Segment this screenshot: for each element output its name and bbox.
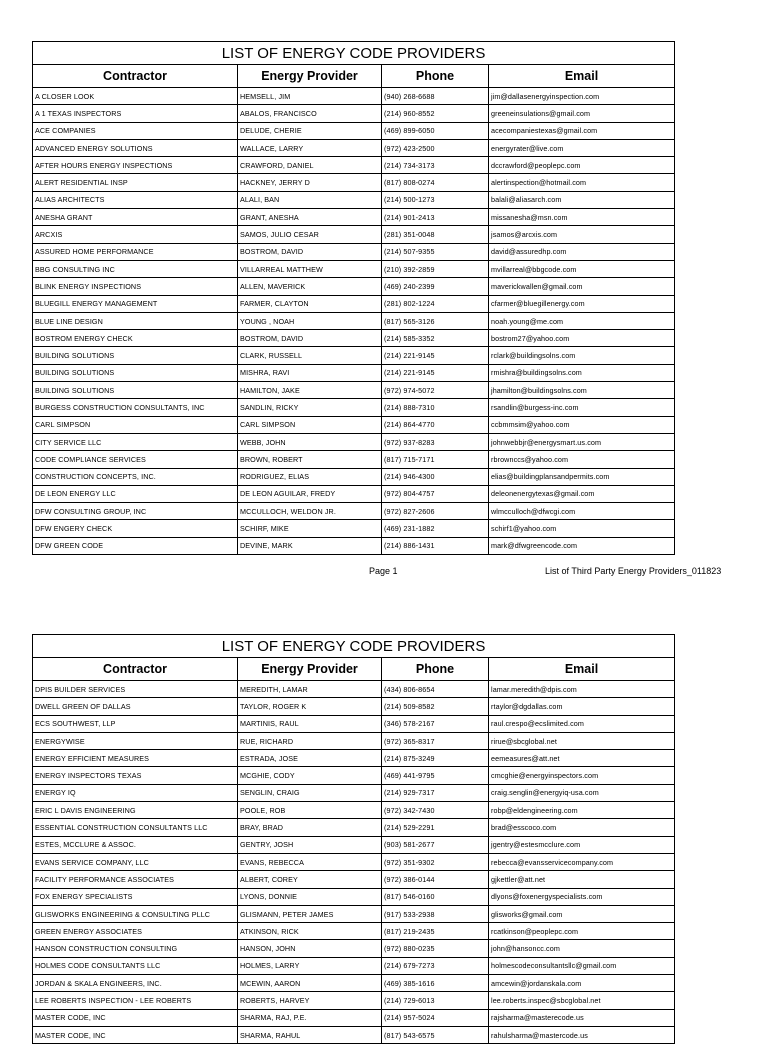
contractor-cell: JORDAN & SKALA ENGINEERS, INC. [33,975,238,992]
email-cell: noah.young@me.com [489,312,675,329]
table-row [33,819,675,836]
phone-cell: (214) 875-3249 [382,750,489,767]
contractor-cell: DFW ENGERY CHECK [33,520,238,537]
contractor-cell: AFTER HOURS ENERGY INSPECTIONS [33,157,238,174]
email-cell: dlyons@foxenergyspecialists.com [489,888,675,905]
email-cell: bostrom27@yahoo.com [489,330,675,347]
email-cell: rajsharma@masterecode.us [489,1009,675,1026]
energy-provider-cell: WALLACE, LARRY [238,139,382,156]
table-row [33,853,675,870]
table-row [33,139,675,156]
document-name: List of Third Party Energy Providers_011823 [545,566,722,576]
contractor-cell: CODE COMPLIANCE SERVICES [33,451,238,468]
phone-cell: (214) 864-4770 [382,416,489,433]
phone-cell: (469) 441-9795 [382,767,489,784]
table-row [33,416,675,433]
email-cell: alertinspection@hotmail.com [489,174,675,191]
table-row [33,698,675,715]
energy-provider-cell: MARTINIS, RAUL [238,715,382,732]
energy-provider-cell: EVANS, REBECCA [238,853,382,870]
energy-provider-cell: YOUNG , NOAH [238,312,382,329]
table-row [33,312,675,329]
contractor-cell: FACILITY PERFORMANCE ASSOCIATES [33,871,238,888]
contractor-cell: ERIC L DAVIS ENGINEERING [33,802,238,819]
email-cell: rtaylor@dgdallas.com [489,698,675,715]
contractor-cell: ACE COMPANIES [33,122,238,139]
table-row [33,260,675,277]
table-body [33,681,675,1044]
email-cell: wlmcculloch@dfwcgi.com [489,503,675,520]
email-cell: mvillarreal@bbgcode.com [489,260,675,277]
table-row [33,802,675,819]
contractor-cell: BLINK ENERGY INSPECTIONS [33,278,238,295]
phone-cell: (817) 543-6575 [382,1026,489,1043]
contractor-cell: CITY SERVICE LLC [33,433,238,450]
page-number: Page 1 [369,566,398,576]
email-cell: gjkettler@att.net [489,871,675,888]
phone-cell: (214) 886-1431 [382,537,489,554]
contractor-cell: BURGESS CONSTRUCTION CONSULTANTS, INC [33,399,238,416]
contractor-cell: BBG CONSULTING INC [33,260,238,277]
contractor-cell: CARL SIMPSON [33,416,238,433]
contractor-cell: ADVANCED ENERGY SOLUTIONS [33,139,238,156]
email-cell: jsamos@arcxis.com [489,226,675,243]
table-row [33,157,675,174]
contractor-cell: ENERGY INSPECTORS TEXAS [33,767,238,784]
phone-cell: (972) 880-0235 [382,940,489,957]
email-cell: mark@dfwgreencode.com [489,537,675,554]
phone-cell: (214) 509-8582 [382,698,489,715]
contractor-cell: ALERT RESIDENTIAL INSP [33,174,238,191]
phone-cell: (817) 219-2435 [382,923,489,940]
provider-table-page-2 [32,634,674,1044]
contractor-cell: ENERGYWISE [33,732,238,749]
energy-provider-cell: SHARMA, RAHUL [238,1026,382,1043]
energy-provider-cell: MCGHIE, CODY [238,767,382,784]
email-cell: ccbmmsim@yahoo.com [489,416,675,433]
provider-table-page-1 [32,41,674,555]
column-header-email: Email [489,658,675,681]
phone-cell: (214) 500-1273 [382,191,489,208]
energy-provider-cell: GENTRY, JOSH [238,836,382,853]
contractor-cell: A CLOSER LOOK [33,88,238,105]
email-cell: glisworks@gmail.com [489,905,675,922]
contractor-cell: BUILDING SOLUTIONS [33,347,238,364]
energy-provider-cell: FARMER, CLAYTON [238,295,382,312]
table-row [33,732,675,749]
table-row [33,382,675,399]
column-header-email: Email [489,65,675,88]
phone-cell: (817) 565-3126 [382,312,489,329]
email-cell: rclark@buildingsolns.com [489,347,675,364]
phone-cell: (214) 960-8552 [382,105,489,122]
energy-provider-cell: BROWN, ROBERT [238,451,382,468]
energy-provider-cell: GRANT, ANESHA [238,209,382,226]
phone-cell: (469) 385-1616 [382,975,489,992]
contractor-cell: ANESHA GRANT [33,209,238,226]
table-row [33,1026,675,1043]
energy-provider-cell: MCCULLOCH, WELDON JR. [238,503,382,520]
table-row [33,957,675,974]
phone-cell: (214) 957-5024 [382,1009,489,1026]
table-row [33,278,675,295]
email-cell: john@hansoncc.com [489,940,675,957]
energy-provider-cell: HEMSELL, JIM [238,88,382,105]
phone-cell: (214) 729-6013 [382,992,489,1009]
table-row [33,364,675,381]
table-row [33,399,675,416]
contractor-cell: CONSTRUCTION CONCEPTS, INC. [33,468,238,485]
contractor-cell: GLISWORKS ENGINEERING & CONSULTING PLLC [33,905,238,922]
phone-cell: (972) 974-5072 [382,382,489,399]
column-header-phone: Phone [382,658,489,681]
phone-cell: (434) 806-8654 [382,681,489,698]
energy-provider-cell: HOLMES, LARRY [238,957,382,974]
email-cell: rcatkinson@peoplepc.com [489,923,675,940]
phone-cell: (917) 533-2938 [382,905,489,922]
phone-cell: (469) 240-2399 [382,278,489,295]
email-cell: lamar.meredith@dpis.com [489,681,675,698]
column-header-contractor: Contractor [33,65,238,88]
contractor-cell: ESSENTIAL CONSTRUCTION CONSULTANTS LLC [33,819,238,836]
email-cell: cmcghie@energyinspectors.com [489,767,675,784]
energy-provider-cell: TAYLOR, ROGER K [238,698,382,715]
table-row [33,715,675,732]
column-header-energy-provider: Energy Provider [238,65,382,88]
phone-cell: (214) 529-2291 [382,819,489,836]
energy-provider-cell: CRAWFORD, DANIEL [238,157,382,174]
table-row [33,226,675,243]
email-cell: lee.roberts.inspec@sbcglobal.net [489,992,675,1009]
phone-cell: (817) 546-0160 [382,888,489,905]
contractor-cell: ECS SOUTHWEST, LLP [33,715,238,732]
energy-provider-cell: ALBERT, COREY [238,871,382,888]
table-row [33,992,675,1009]
table-row [33,174,675,191]
contractor-cell: ENERGY IQ [33,784,238,801]
phone-cell: (281) 802-1224 [382,295,489,312]
energy-provider-cell: BOSTROM, DAVID [238,243,382,260]
contractor-cell: FOX ENERGY SPECIALISTS [33,888,238,905]
energy-provider-cell: MISHRA, RAVI [238,364,382,381]
table-row [33,537,675,554]
table-title: LIST OF ENERGY CODE PROVIDERS [33,635,675,658]
table-row [33,750,675,767]
contractor-cell: MASTER CODE, INC [33,1026,238,1043]
table-row [33,105,675,122]
table-row [33,191,675,208]
phone-cell: (972) 386-0144 [382,871,489,888]
contractor-cell: GREEN ENERGY ASSOCIATES [33,923,238,940]
column-header-contractor: Contractor [33,658,238,681]
phone-cell: (346) 578-2167 [382,715,489,732]
energy-provider-cell: BOSTROM, DAVID [238,330,382,347]
provider-table [32,634,675,1044]
energy-provider-cell: SCHIRF, MIKE [238,520,382,537]
table-row [33,520,675,537]
energy-provider-cell: HACKNEY, JERRY D [238,174,382,191]
phone-cell: (281) 351-0048 [382,226,489,243]
contractor-cell: BUILDING SOLUTIONS [33,364,238,381]
energy-provider-cell: SAMOS, JULIO CESAR [238,226,382,243]
energy-provider-cell: DE LEON AGUILAR, FREDY [238,485,382,502]
table-row [33,485,675,502]
energy-provider-cell: MEREDITH, LAMAR [238,681,382,698]
contractor-cell: BLUE LINE DESIGN [33,312,238,329]
energy-provider-cell: CLARK, RUSSELL [238,347,382,364]
energy-provider-cell: CARL SIMPSON [238,416,382,433]
phone-cell: (210) 392-2859 [382,260,489,277]
contractor-cell: ENERGY EFFICIENT MEASURES [33,750,238,767]
email-cell: jim@dallasenergyinspection.com [489,88,675,105]
email-cell: dccrawford@peoplepc.com [489,157,675,174]
phone-cell: (972) 804-4757 [382,485,489,502]
phone-cell: (214) 888-7310 [382,399,489,416]
table-row [33,940,675,957]
energy-provider-cell: RODRIGUEZ, ELIAS [238,468,382,485]
table-row [33,871,675,888]
email-cell: holmescodeconsultantsllc@gmail.com [489,957,675,974]
table-title: LIST OF ENERGY CODE PROVIDERS [33,42,675,65]
email-cell: johnwebbjr@energysmart.us.com [489,433,675,450]
contractor-cell: ASSURED HOME PERFORMANCE [33,243,238,260]
email-cell: rbrownccs@yahoo.com [489,451,675,468]
contractor-cell: DFW GREEN CODE [33,537,238,554]
contractor-cell: BOSTROM ENERGY CHECK [33,330,238,347]
phone-cell: (940) 268-6688 [382,88,489,105]
phone-cell: (469) 899-6050 [382,122,489,139]
table-row [33,330,675,347]
table-row [33,209,675,226]
email-cell: craig.senglin@energyiq-usa.com [489,784,675,801]
contractor-cell: DPIS BUILDER SERVICES [33,681,238,698]
email-cell: rirue@sbcglobal.net [489,732,675,749]
email-cell: rahulsharma@mastercode.us [489,1026,675,1043]
email-cell: rebecca@evansservicecompany.com [489,853,675,870]
table-row [33,243,675,260]
energy-provider-cell: DELUDE, CHERIE [238,122,382,139]
energy-provider-cell: HAMILTON, JAKE [238,382,382,399]
contractor-cell: ARCXIS [33,226,238,243]
table-row [33,784,675,801]
contractor-cell: HANSON CONSTRUCTION CONSULTING [33,940,238,957]
contractor-cell: A 1 TEXAS INSPECTORS [33,105,238,122]
phone-cell: (817) 715-7171 [382,451,489,468]
table-row [33,975,675,992]
table-row [33,451,675,468]
email-cell: jhamilton@buildingsolns.com [489,382,675,399]
energy-provider-cell: GLISMANN, PETER JAMES [238,905,382,922]
phone-cell: (972) 937-8283 [382,433,489,450]
phone-cell: (214) 901-2413 [382,209,489,226]
contractor-cell: BUILDING SOLUTIONS [33,382,238,399]
email-cell: david@assuredhp.com [489,243,675,260]
phone-cell: (469) 231-1882 [382,520,489,537]
email-cell: deleonenergytexas@gmail.com [489,485,675,502]
energy-provider-cell: MCEWIN, AARON [238,975,382,992]
energy-provider-cell: POOLE, ROB [238,802,382,819]
email-cell: schirf1@yahoo.com [489,520,675,537]
email-cell: cfarmer@bluegillenergy.com [489,295,675,312]
energy-provider-cell: ABALOS, FRANCISCO [238,105,382,122]
email-cell: rmishra@buildingsolns.com [489,364,675,381]
email-cell: acecompaniestexas@gmail.com [489,122,675,139]
table-row [33,88,675,105]
table-row [33,503,675,520]
table-row [33,122,675,139]
table-body [33,88,675,555]
phone-cell: (972) 827-2606 [382,503,489,520]
email-cell: missanesha@msn.com [489,209,675,226]
phone-cell: (214) 585-3352 [382,330,489,347]
phone-cell: (903) 581-2677 [382,836,489,853]
phone-cell: (214) 946-4300 [382,468,489,485]
email-cell: raul.crespo@ecslimited.com [489,715,675,732]
energy-provider-cell: LYONS, DONNIE [238,888,382,905]
email-cell: eemeasures@att.net [489,750,675,767]
energy-provider-cell: SENGLIN, CRAIG [238,784,382,801]
energy-provider-cell: WEBB, JOHN [238,433,382,450]
table-row [33,767,675,784]
energy-provider-cell: ROBERTS, HARVEY [238,992,382,1009]
energy-provider-cell: ALLEN, MAVERICK [238,278,382,295]
phone-cell: (972) 342-7430 [382,802,489,819]
provider-table [32,41,675,555]
phone-cell: (972) 365-8317 [382,732,489,749]
phone-cell: (972) 351-9302 [382,853,489,870]
energy-provider-cell: HANSON, JOHN [238,940,382,957]
phone-cell: (214) 734-3173 [382,157,489,174]
table-row [33,433,675,450]
energy-provider-cell: BRAY, BRAD [238,819,382,836]
contractor-cell: MASTER CODE, INC [33,1009,238,1026]
energy-provider-cell: DEVINE, MARK [238,537,382,554]
email-cell: rsandlin@burgess-inc.com [489,399,675,416]
contractor-cell: ALIAS ARCHITECTS [33,191,238,208]
email-cell: maverickwallen@gmail.com [489,278,675,295]
table-row [33,295,675,312]
phone-cell: (214) 221-9145 [382,364,489,381]
email-cell: brad@esscoco.com [489,819,675,836]
email-cell: greeneinsulations@gmail.com [489,105,675,122]
energy-provider-cell: ALALI, BAN [238,191,382,208]
contractor-cell: DWELL GREEN OF DALLAS [33,698,238,715]
energy-provider-cell: VILLARREAL MATTHEW [238,260,382,277]
table-row [33,888,675,905]
contractor-cell: HOLMES CODE CONSULTANTS LLC [33,957,238,974]
table-row [33,347,675,364]
phone-cell: (817) 808-0274 [382,174,489,191]
contractor-cell: EVANS SERVICE COMPANY, LLC [33,853,238,870]
energy-provider-cell: ESTRADA, JOSE [238,750,382,767]
phone-cell: (214) 507-9355 [382,243,489,260]
email-cell: energyrater@live.com [489,139,675,156]
column-header-energy-provider: Energy Provider [238,658,382,681]
table-row [33,468,675,485]
email-cell: elias@buildingplansandpermits.com [489,468,675,485]
phone-cell: (214) 929-7317 [382,784,489,801]
contractor-cell: BLUEGILL ENERGY MANAGEMENT [33,295,238,312]
email-cell: balali@aliasarch.com [489,191,675,208]
contractor-cell: ESTES, MCCLURE & ASSOC. [33,836,238,853]
contractor-cell: DE LEON ENERGY LLC [33,485,238,502]
energy-provider-cell: ATKINSON, RICK [238,923,382,940]
table-row [33,681,675,698]
contractor-cell: DFW CONSULTING GROUP, INC [33,503,238,520]
column-header-phone: Phone [382,65,489,88]
phone-cell: (972) 423-2500 [382,139,489,156]
table-row [33,836,675,853]
phone-cell: (214) 221-9145 [382,347,489,364]
energy-provider-cell: SHARMA, RAJ, P.E. [238,1009,382,1026]
energy-provider-cell: SANDLIN, RICKY [238,399,382,416]
table-row [33,905,675,922]
phone-cell: (214) 679-7273 [382,957,489,974]
email-cell: jgentry@estesmcclure.com [489,836,675,853]
email-cell: amcewin@jordanskala.com [489,975,675,992]
energy-provider-cell: RUE, RICHARD [238,732,382,749]
table-row [33,923,675,940]
email-cell: robp@eldengineering.com [489,802,675,819]
contractor-cell: LEE ROBERTS INSPECTION - LEE ROBERTS [33,992,238,1009]
